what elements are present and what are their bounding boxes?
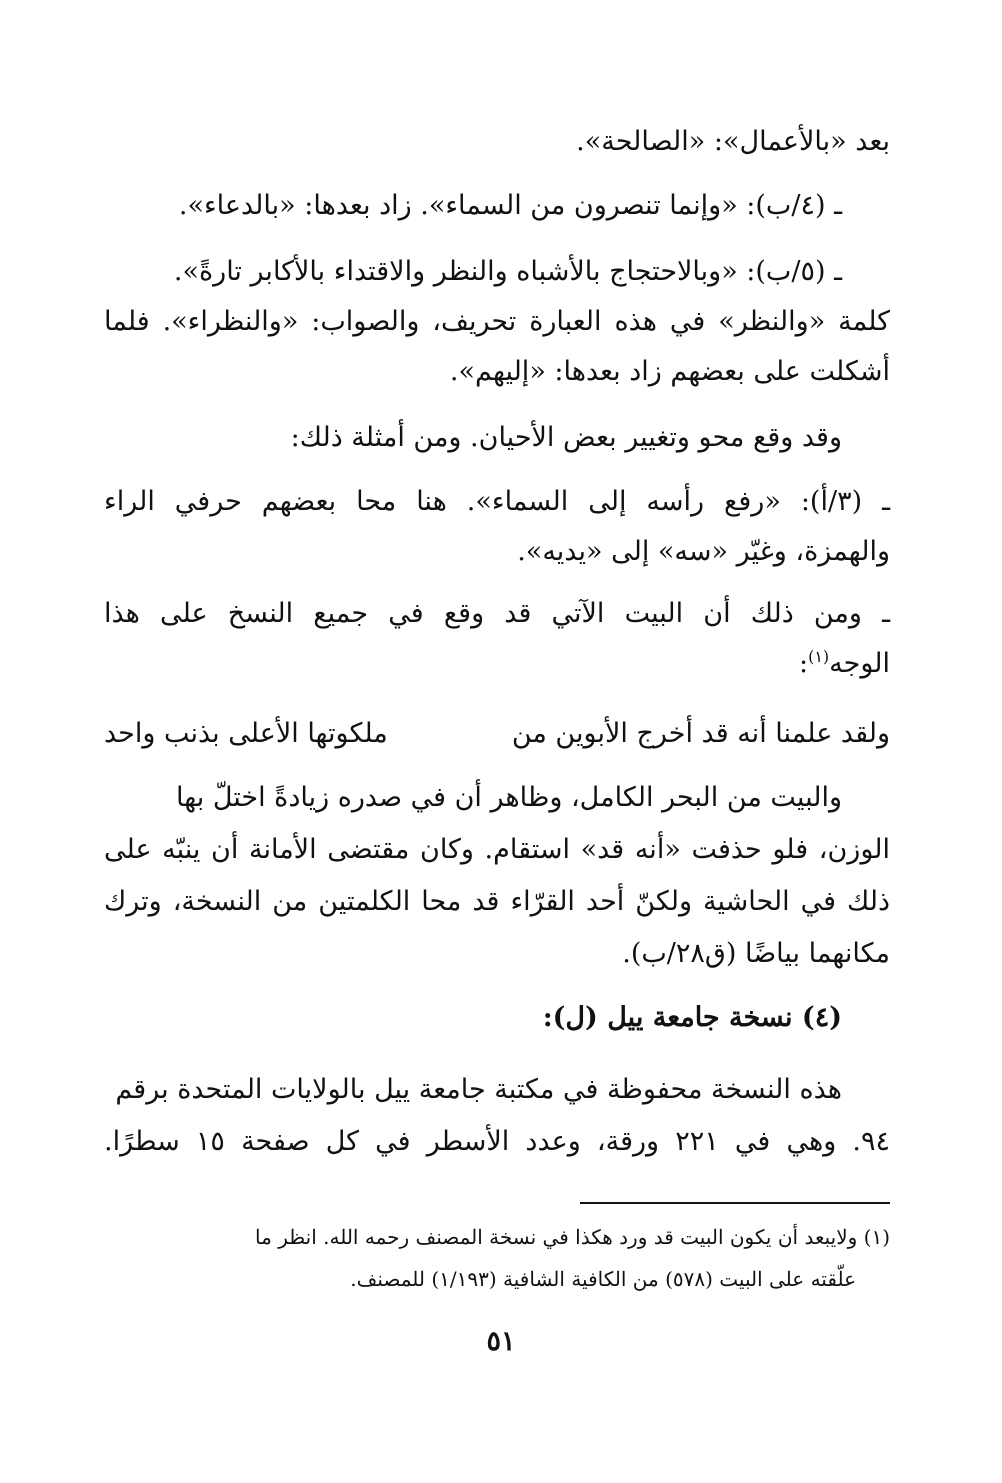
poem-verse — [104, 714, 890, 754]
text-line-3: ـ (٥/ب): «وبالاحتجاج بالأشباه والنظر والاقتداء بالأكابر تارةً». — [173, 256, 842, 287]
text-line-14: مكانهما بياضًا (ق٢٨/ب). — [622, 938, 890, 969]
text-line-12: الوزن، فلو حذفت «أنه قد» استقام. وكان مقتضى الأمانة أن ينبّه على — [104, 834, 890, 865]
footnote-line-2: علّقته على البيت (٥٧٨) من الكافية الشافية (١/١٩٣) للمصنف. — [350, 1267, 856, 1291]
text-line-4: كلمة «والنظر» في هذه العبارة تحريف، والصواب: «والنظراء». فلما — [104, 306, 890, 337]
text-line-13: ذلك في الحاشية ولكنّ أحد القرّاء قد محا الكلمتين من النسخة، وترك — [104, 886, 890, 917]
text-line-10 — [104, 644, 890, 684]
text-line-2: ـ (٤/ب): «وإنما تنصرون من السماء». زاد بعدها: «بالدعاء». — [178, 190, 842, 221]
footnote-line-1 — [104, 1222, 890, 1252]
text-line-15: هذه النسخة محفوظة في مكتبة جامعة ييل بالولايات المتحدة برقم — [115, 1074, 842, 1105]
text-line-11: والبيت من البحر الكامل، وظاهر أن في صدره زيادةً اختلّ بها — [176, 782, 842, 813]
text-line-10-colon: : — [798, 648, 809, 679]
footnote-number: (١) — [863, 1225, 890, 1249]
text-line-5: أشكلت على بعضهم زاد بعدها: «إليهم». — [449, 356, 890, 387]
text-line-9: ـ ومن ذلك أن البيت الآتي قد وقع في جميع النسخ على هذا — [104, 598, 890, 629]
text-line-10-word: الوجه — [829, 648, 890, 679]
text-line-16: ٩٤. وهي في ٢٢١ ورقة، وعدد الأسطر في كل صفحة ١٥ سطرًا. — [104, 1126, 890, 1157]
text-line-6: وقد وقع محو وتغيير بعض الأحيان. ومن أمثلة ذلك: — [290, 422, 842, 453]
verse-first-hemistich: ولقد علمنا أنه قد أخرج الأبوين من — [511, 718, 890, 749]
text-line-1: بعد «بالأعمال»: «الصالحة». — [576, 126, 890, 157]
text-line-8: والهمزة، وغيّر «سه» إلى «يديه». — [517, 536, 890, 567]
footnote-reference: (١) — [808, 647, 830, 666]
footnote-separator — [580, 1202, 890, 1204]
footnote-text-1: ولايبعد أن يكون البيت قد ورد هكذا في نسخة المصنف رحمه الله. انظر ما — [255, 1225, 858, 1249]
page-number: ٥١ — [486, 1326, 516, 1357]
text-line-7: ـ (٣/أ): «رفع رأسه إلى السماء». هنا محا بعضهم حرفي الراء — [104, 486, 890, 517]
verse-second-hemistich: ملكوتها الأعلى بذنب واحد — [104, 718, 388, 749]
section-heading: (٤) نسخة جامعة ييل (ل): — [542, 1002, 842, 1033]
